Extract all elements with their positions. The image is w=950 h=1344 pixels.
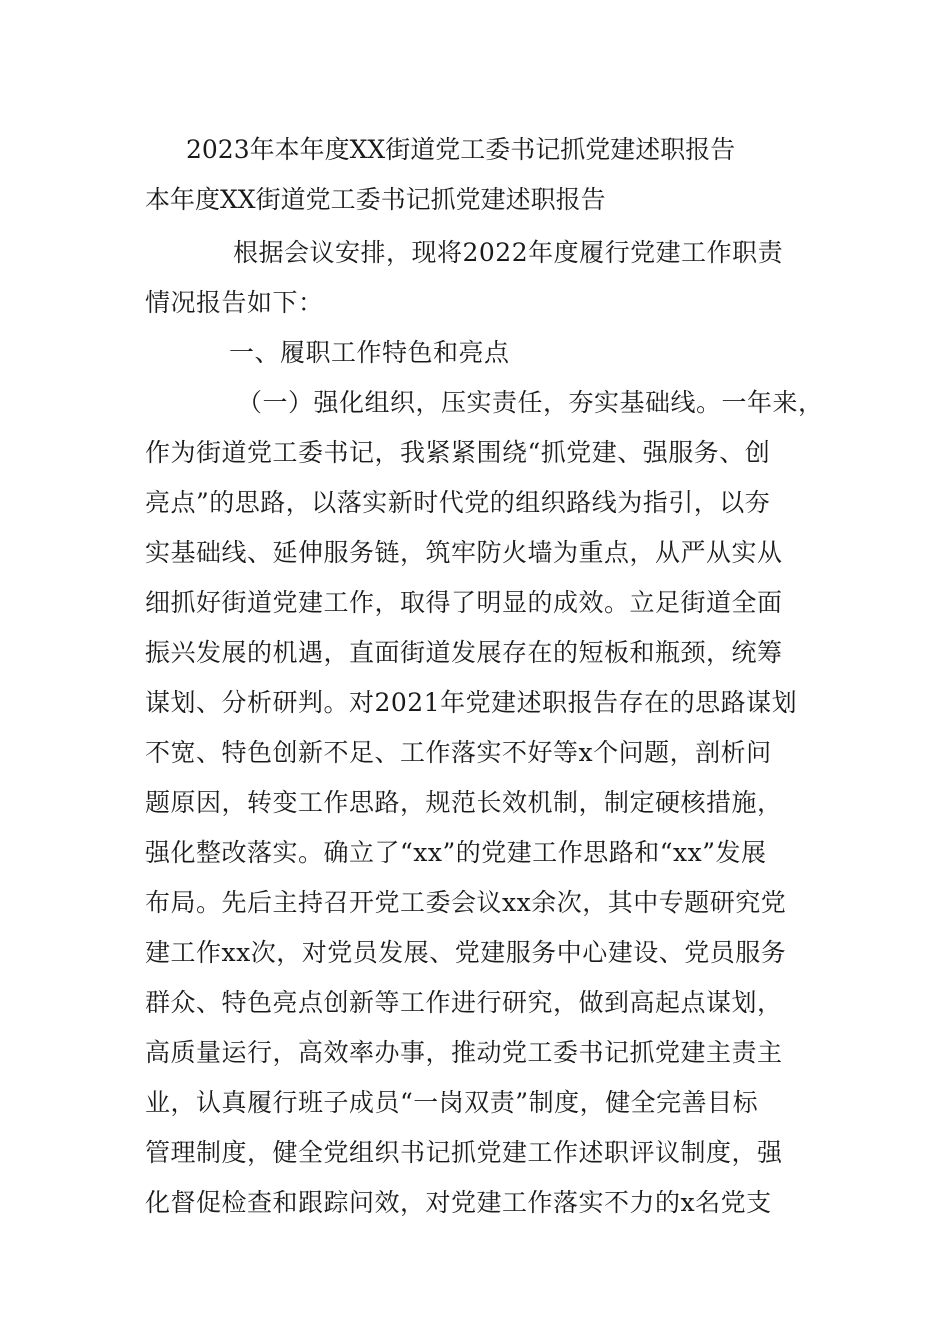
document-line: 建工作xx次，对党员发展、党建服务中心建设、党员服务 [145,938,787,967]
document-line: 细抓好街道党建工作，取得了明显的成效。立足街道全面 [145,588,783,617]
document-line: 强化整改落实。确立了“xx”的党建工作思路和“xx”发展 [145,838,767,867]
document-line: 群众、特色亮点创新等工作进行研究，做到高起点谋划， [145,988,783,1017]
document-line: 题原因，转变工作思路，规范长效机制，制定硬核措施， [145,788,783,817]
document-line: 不宽、特色创新不足、工作落实不好等x个问题，剖析问 [145,738,772,767]
document-line: 管理制度，健全党组织书记抓党建工作述职评议制度，强 [145,1138,783,1167]
document-title: 2023年本年度XX街道党工委书记抓党建述职报告 [186,135,736,164]
document-line: 亮点”的思路，以落实新时代党的组织路线为指引，以夯 [145,488,771,517]
document-line: 化督促检查和跟踪问效，对党建工作落实不力的x名党支 [145,1188,772,1217]
document-subtitle: 本年度XX街道党工委书记抓党建述职报告 [145,185,606,214]
document-line: 业，认真履行班子成员“一岗双责”制度，健全完善目标 [145,1088,759,1117]
document-line: （一）强化组织，压实责任，夯实基础线。一年来， [237,388,824,417]
document-line: 高质量运行，高效率办事，推动党工委书记抓党建主责主 [145,1038,783,1067]
document-line: 一、履职工作特色和亮点 [229,338,510,367]
document-line: 作为街道党工委书记，我紧紧围绕“抓党建、强服务、创 [145,438,771,467]
document-line: 情况报告如下： [145,288,324,317]
document-line: 布局。先后主持召开党工委会议xx余次，其中专题研究党 [145,888,787,917]
document-line: 根据会议安排，现将2022年度履行党建工作职责 [233,238,784,267]
document-body [145,228,825,1228]
document-line: 振兴发展的机遇，直面街道发展存在的短板和瓶颈，统筹 [145,638,783,667]
document-line: 谋划、分析研判。对2021年党建述职报告存在的思路谋划 [145,688,798,717]
document-line: 实基础线、延伸服务链，筑牢防火墙为重点，从严从实从 [145,538,783,567]
